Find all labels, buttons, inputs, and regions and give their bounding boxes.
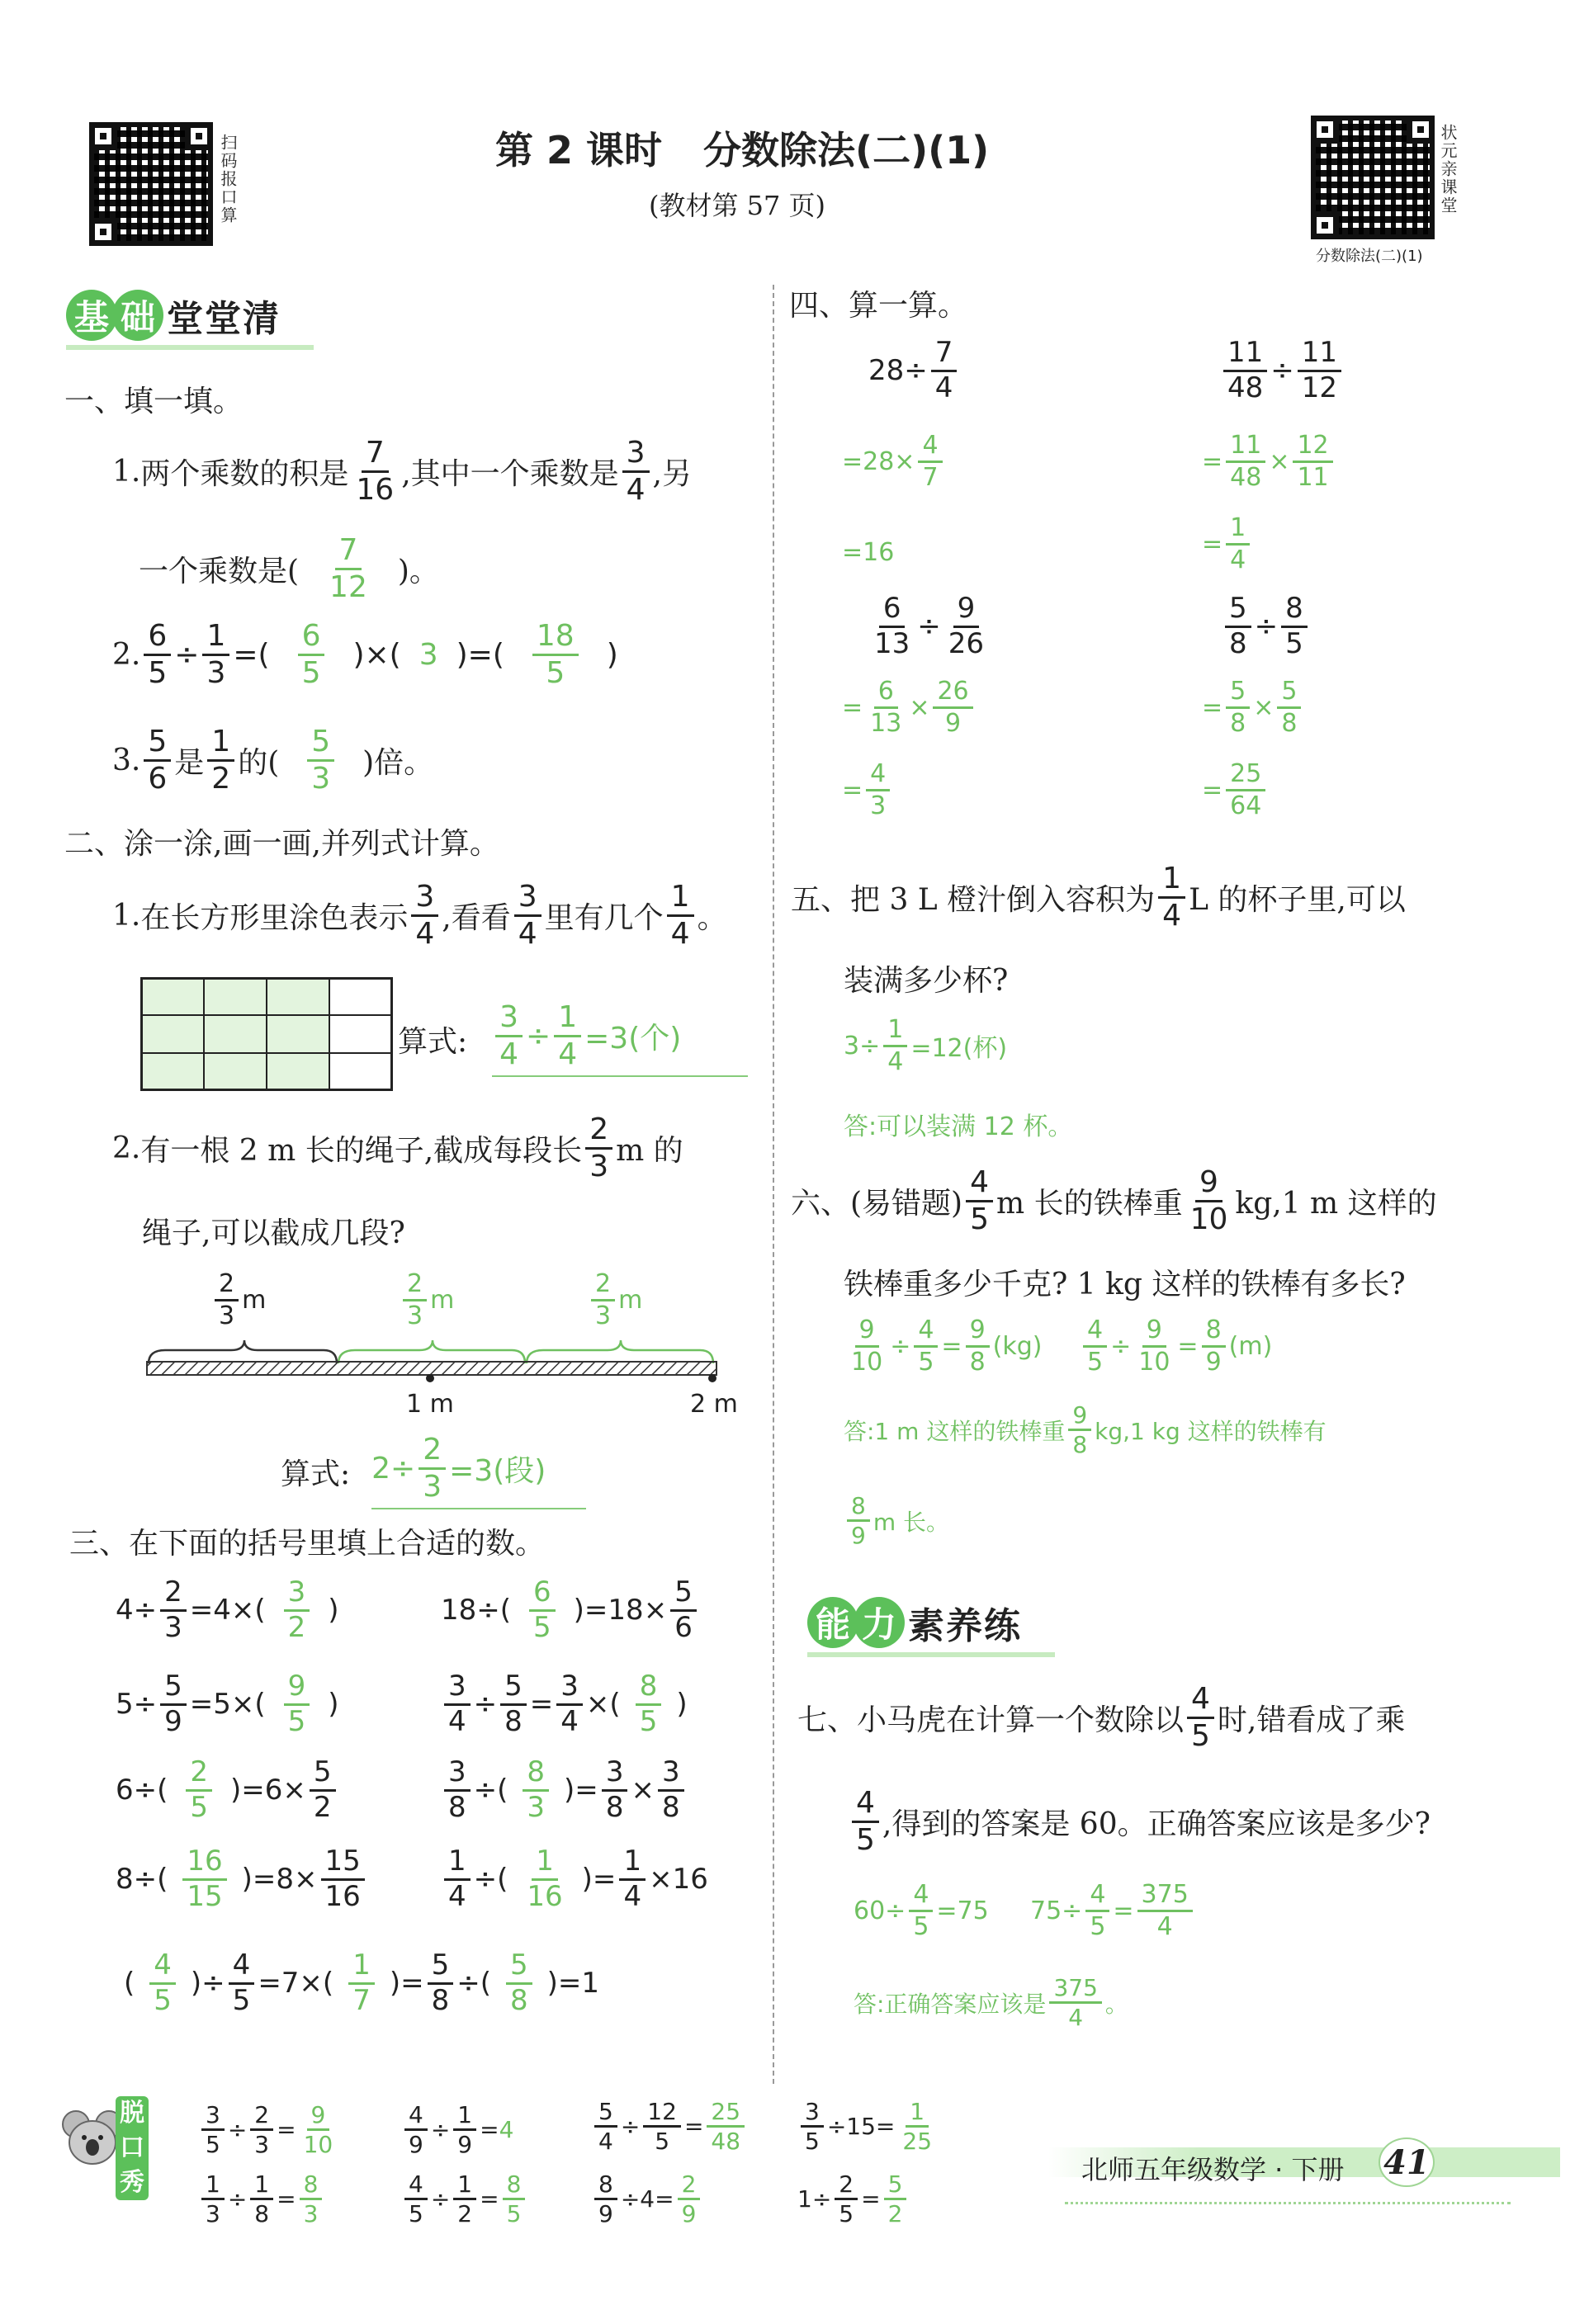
answer-fraction[interactable]: $\frac{8}{5}$: [503, 2172, 526, 2227]
s3-r3-left: 6÷( 2 5 )=6× $\frac{5}{2}$: [116, 1758, 339, 1822]
banner-char: 基: [66, 290, 117, 341]
banner-char: 力: [854, 1597, 905, 1648]
q-text: )。: [397, 554, 439, 588]
answer-fraction[interactable]: 16 15: [182, 1847, 226, 1911]
rope-seg-label-1: 2 3 m: [211, 1271, 266, 1329]
fraction: 2 3: [585, 1114, 612, 1183]
s6-answer-line2[interactable]: 8 9 m 长。: [844, 1494, 949, 1548]
q-text: 一个乘数是(: [139, 554, 300, 588]
section-banner-ability: [807, 1596, 1022, 1649]
q-text: ): [606, 637, 618, 672]
answer-fraction[interactable]: 6 5: [298, 621, 325, 689]
rope-seg-label-2: 2 3 m: [400, 1271, 454, 1329]
q-text: )×(: [352, 637, 401, 672]
fraction: 4 5: [1187, 1684, 1214, 1752]
q-text: ,看看: [442, 900, 511, 935]
q-text: )倍。: [362, 745, 434, 780]
s4-p4-step2[interactable]: = $\frac{25}{64}$: [1202, 761, 1269, 819]
oral-item: $\frac{3}{5}$ ÷15 = $\frac{1}{25}$: [797, 2100, 939, 2154]
s2-q2-formula: [281, 1434, 586, 1509]
q-number: 1.: [112, 898, 141, 933]
banner-char: 础: [112, 290, 163, 341]
operator: ÷: [174, 637, 200, 672]
s4-p3-step2[interactable]: = $\frac{4}{3}$: [842, 761, 893, 819]
column-divider: [773, 285, 774, 2084]
answer-fraction[interactable]: $\frac{1}{25}$: [902, 2098, 933, 2156]
s4-p2-step2[interactable]: = $\frac{1}{4}$: [1202, 515, 1253, 573]
s7-calc-2[interactable]: 75÷ $\frac{4}{5}$ = $\frac{375}{4}$: [1030, 1882, 1196, 1939]
fraction: 4 5: [852, 1788, 879, 1856]
oral-item: $\frac{8}{9}$ ÷4 = $\frac{2}{9}$: [591, 2172, 703, 2227]
q-text: =(: [233, 637, 270, 672]
s3-r1-right: 18÷( 6 5 )=18× $\frac{5}{6}$: [441, 1578, 700, 1642]
s4-p3-step1[interactable]: = $\frac{6}{13}$ × $\frac{26}{9}$: [842, 678, 977, 736]
answer-fraction[interactable]: $\frac{9}{10}$: [303, 2101, 333, 2159]
s1-q1-line2: [139, 535, 439, 603]
q-text: 两个乘数的积是: [140, 456, 349, 491]
footer-dots: [1065, 2202, 1511, 2204]
s5-calc[interactable]: 3÷ $\frac{1}{4}$ =12(杯): [844, 1015, 1008, 1076]
rope-diagram: [140, 1337, 726, 1386]
q-number: 2.: [112, 637, 141, 672]
answer-fraction[interactable]: 7 12: [329, 533, 367, 604]
oral-item: $\frac{5}{4}$ ÷ $\frac{12}{5}$ = $\frac{25}{48}$: [591, 2100, 748, 2154]
answer-fraction[interactable]: $\frac{8}{3}$: [300, 2172, 323, 2227]
s6-calc-2[interactable]: $\frac{4}{5}$ ÷ $\frac{9}{10}$ = $\frac{8}{9}$ (m): [1080, 1317, 1272, 1375]
answer-value[interactable]: 3: [419, 637, 438, 672]
s3-r2-right: $\frac{3}{4}$ ÷ $\frac{5}{8}$ = $\frac{3}{4}$ ×( 8 5 ): [441, 1672, 688, 1736]
qr-code-left[interactable]: [89, 122, 213, 246]
s4-p1-step1[interactable]: =28× $\frac{4}{7}$: [842, 432, 946, 490]
s7-question: [797, 1684, 1405, 1752]
fraction: 1 2: [207, 726, 234, 795]
s3-r1-left: 4÷ $\frac{2}{3}$ =4×( 3 2 ): [116, 1575, 339, 1644]
answer-fraction[interactable]: 1 7: [348, 1951, 375, 2015]
badge-char: 秀: [120, 2168, 144, 2197]
s5-answer[interactable]: 答:可以装满 12 杯。: [844, 1112, 1073, 1141]
q-text: 在长方形里涂色表示: [140, 900, 409, 935]
badge-char: 口: [120, 2133, 144, 2162]
fraction: 9 10: [1189, 1165, 1228, 1236]
s3-r4-left: 8÷( 16 15 )=8× $\frac{15}{16}$: [116, 1847, 368, 1911]
s1-heading: 一、填一填。: [64, 385, 244, 418]
q-number: 1.: [112, 454, 141, 489]
rope-tick-2m: 2 m: [690, 1390, 738, 1419]
s2-q1: [112, 881, 727, 950]
q-text: 。: [697, 900, 727, 935]
oral-item: $\frac{1}{3}$ ÷ $\frac{1}{8}$ = $\frac{8}{3}$: [198, 2172, 325, 2227]
answer-fraction[interactable]: 8 5: [636, 1672, 662, 1736]
rope-tick-1m: 1 m: [406, 1390, 454, 1419]
q-text: 六、(易错题): [791, 1186, 963, 1221]
banner-char: 能: [807, 1597, 858, 1648]
q-text: ,得到的答案是 60。正确答案应该是多少?: [882, 1807, 1431, 1841]
s4-p4-step1[interactable]: = $\frac{5}{8}$ × $\frac{5}{8}$: [1202, 678, 1304, 736]
q-number: 2.: [112, 1131, 141, 1165]
koala-icon: [58, 2104, 124, 2170]
s1-q3: [112, 726, 433, 795]
page-subtitle: (教材第 57 页): [649, 190, 826, 221]
s7-answer[interactable]: 答:正确答案应该是 375 4 。: [854, 1974, 1128, 2032]
s6-calc-1[interactable]: $\frac{9}{10}$ ÷ $\frac{4}{5}$ = $\frac{9}{8}$ (kg): [851, 1316, 1043, 1377]
q-text: m 长的铁棒重: [996, 1186, 1183, 1221]
answer-fraction[interactable]: 3 2: [284, 1578, 310, 1642]
qr-right-caption: 分数除法(二)(1): [1316, 248, 1423, 265]
formula-label: 算式:: [281, 1457, 351, 1491]
q-text: 里有几个: [544, 900, 664, 935]
mascot-badge: [58, 2096, 149, 2204]
qr-left-label: 扫码报口算: [218, 134, 238, 224]
fraction: 4 5: [966, 1167, 993, 1235]
answer-fraction[interactable]: $\frac{25}{48}$: [707, 2100, 745, 2154]
s4-p4-question: $\frac{5}{8}$ ÷ $\frac{8}{5}$: [1222, 594, 1311, 659]
s4-p2-question: $\frac{11}{48}$ ÷ $\frac{11}{12}$: [1220, 338, 1345, 403]
answer-value[interactable]: 2÷: [371, 1451, 416, 1486]
answer-value[interactable]: =3(段): [449, 1453, 546, 1488]
s6-question-line2: 铁棒重多少千克? 1 kg 这样的铁棒有多长?: [844, 1268, 1406, 1301]
q-text: m 的: [616, 1133, 683, 1168]
q-text: 五、把 3 L 橙汁倒入容积为: [791, 882, 1156, 917]
answer-fraction[interactable]: $\frac{1}{4}$: [554, 1002, 581, 1070]
lesson-number: 第 2 课时: [495, 128, 663, 172]
answer-fraction[interactable]: $\frac{3}{4}$: [495, 1002, 523, 1070]
operator: ÷: [526, 1018, 551, 1053]
oral-item: $\frac{4}{5}$ ÷ $\frac{1}{2}$ = $\frac{8}{5}$: [401, 2172, 528, 2227]
answer-fraction[interactable]: 1 16: [527, 1845, 563, 1913]
fraction: 3 4: [514, 881, 541, 950]
answer-value[interactable]: =3(个): [584, 1021, 682, 1056]
q-number: 3.: [112, 743, 141, 777]
s2-q1-formula: [398, 1002, 748, 1077]
banner-title: 堂堂清: [167, 298, 281, 340]
fraction: 1 4: [1158, 863, 1185, 932]
s2-heading: 二、涂一涂,画一画,并列式计算。: [64, 827, 499, 861]
q-text: 的(: [238, 745, 280, 780]
q-text: L 的杯子里,可以: [1189, 882, 1406, 917]
s7-question-line2: [849, 1788, 1431, 1856]
shading-grid[interactable]: [140, 977, 393, 1091]
s5-question-line2: 装满多少杯?: [844, 964, 1009, 998]
s2-q2: [112, 1114, 683, 1183]
q-text: 有一根 2 m 长的绳子,截成每段长: [140, 1133, 583, 1168]
q-text: ,另: [652, 456, 692, 491]
fraction: $\frac{1}{3}$: [202, 621, 229, 689]
rope-seg-label-3: 2 3 m: [588, 1271, 642, 1329]
q-text: 是: [174, 745, 205, 780]
section-banner-basic: [66, 289, 281, 342]
s4-p1-question: 28÷ $\frac{7}{4}$: [868, 338, 960, 403]
page-number: 41: [1379, 2137, 1435, 2187]
q-text: 七、小马虎在计算一个数除以: [797, 1703, 1185, 1737]
s5-question: [791, 863, 1406, 932]
answer-fraction[interactable]: 8 3: [523, 1758, 549, 1822]
answer-fraction[interactable]: 5 8: [506, 1951, 532, 2015]
answer-fraction[interactable]: $\frac{2}{3}$: [419, 1434, 446, 1503]
answer-fraction[interactable]: 9 5: [284, 1672, 310, 1736]
answer-fraction[interactable]: $\frac{5}{2}$: [884, 2172, 907, 2227]
page-title: 分数除法(二)(1): [703, 128, 990, 172]
answer-fraction[interactable]: $\frac{2}{9}$: [678, 2172, 701, 2227]
s4-p3-question: $\frac{6}{13}$ ÷ $\frac{9}{26}$: [874, 592, 985, 660]
q-text: 时,错看成了乘: [1217, 1703, 1406, 1737]
oral-item: 1÷ $\frac{2}{5}$ = $\frac{5}{2}$: [797, 2172, 910, 2227]
fraction: 3 4: [622, 437, 650, 506]
s4-p2-step1[interactable]: = $\frac{11}{48}$ × $\frac{12}{11}$: [1202, 432, 1336, 490]
q-text: ,其中一个乘数是: [401, 456, 619, 491]
answer-fraction[interactable]: 5 3: [307, 726, 334, 795]
answer-fraction[interactable]: 4 5: [149, 1951, 176, 2015]
s6-answer-line1[interactable]: 答:1 m 这样的铁棒重 9 8 kg,1 kg 这样的铁棒有: [844, 1401, 1327, 1459]
q-text: )=(: [456, 637, 504, 672]
s7-calc-1[interactable]: 60÷ $\frac{4}{5}$ =75: [854, 1880, 989, 1941]
banner-title: 素养练: [908, 1605, 1022, 1647]
oral-item: $\frac{4}{9}$ ÷ $\frac{1}{9}$ = 4: [401, 2103, 513, 2157]
s4-p1-step2[interactable]: =16: [842, 538, 895, 567]
formula-label: 算式:: [398, 1024, 468, 1059]
qr-code-right[interactable]: [1311, 116, 1435, 239]
badge-char: 脱: [120, 2099, 144, 2128]
s3-r3-right: $\frac{3}{8}$ ÷( 8 3 )= $\frac{3}{8}$ × $\frac{3}{8}$: [441, 1758, 688, 1822]
answer-value[interactable]: 4: [499, 2116, 514, 2144]
s1-q2: [112, 621, 618, 689]
answer-fraction[interactable]: 18 5: [532, 621, 579, 689]
fraction: $\frac{6}{5}$: [144, 621, 171, 689]
s2-q2-line2: 绳子,可以截成几段?: [142, 1216, 405, 1250]
book-title: 北师五年级数学 · 下册: [1081, 2154, 1345, 2185]
q-text: kg,1 m 这样的: [1235, 1186, 1437, 1221]
s1-q1: [112, 437, 692, 506]
qr-right-label: 状元亲课堂: [1438, 124, 1458, 215]
s3-r4-right: $\frac{1}{4}$ ÷( 1 16 )= $\frac{1}{4}$ ×16: [441, 1847, 708, 1911]
s3-heading: 三、在下面的括号里填上合适的数。: [69, 1527, 546, 1561]
fraction: 1 4: [667, 881, 694, 950]
fraction: 7 16: [356, 436, 395, 507]
s4-heading: 四、算一算。: [789, 289, 968, 323]
oral-item: $\frac{3}{5}$ ÷ $\frac{2}{3}$ = $\frac{9}{10}$: [198, 2103, 340, 2157]
answer-fraction[interactable]: 2 5: [186, 1758, 212, 1822]
s6-question: [791, 1167, 1437, 1235]
s3-r5: ( 4 5 )÷ $\frac{4}{5}$ =7×( 1 7 )= $\frac{5}{8}$ ÷( 5 8 )=1: [124, 1948, 600, 2017]
fraction: 5 6: [144, 726, 171, 795]
fraction: 3 4: [411, 881, 438, 950]
answer-fraction[interactable]: 6 5: [529, 1578, 556, 1642]
s3-r2-left: 5÷ $\frac{5}{9}$ =5×( 9 5 ): [116, 1670, 339, 1738]
